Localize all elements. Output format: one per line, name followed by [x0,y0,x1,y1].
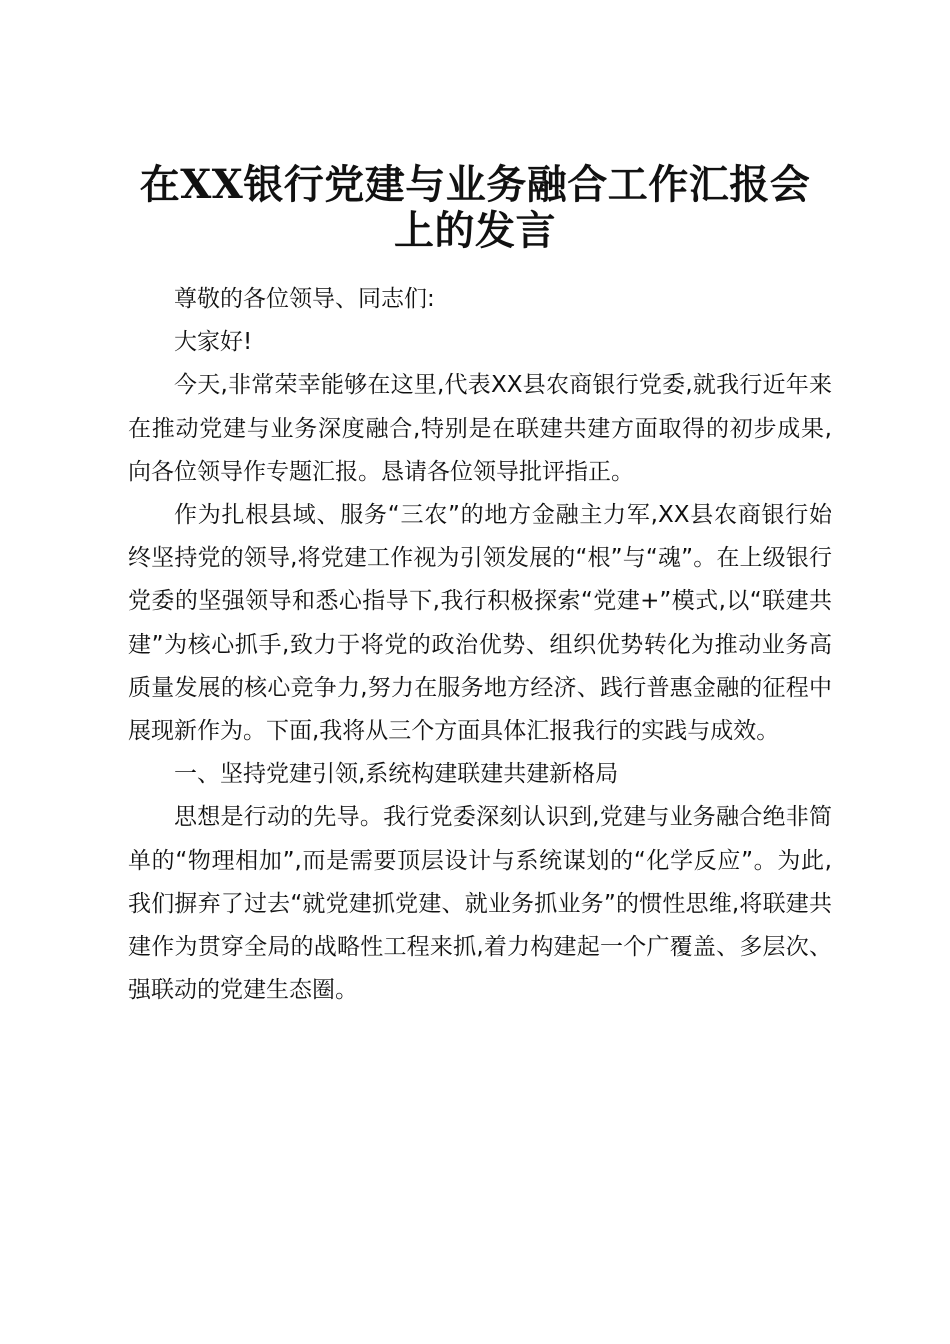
body-paragraph: 思想是行动的先导。我行党委深刻认识到,党建与业务融合绝非简单的“物理相加”,而是需要顶层设计与系统谋划的“化学反应”。为此,我们摒弃了过去“就党建抓党建、就业务抓业务”的惯性思维,将联建共建作为贯穿全局的战略性工程来抓,着力构建起一个广覆盖、多层次、强联动的党建生态圈。 [128,804,832,1004]
salutation: 尊敬的各位领导、同志们: [174,286,435,312]
section-heading: 一、坚持党建引领,系统构建联建共建新格局 [174,761,619,788]
document-body [128,278,832,1012]
document-title: 在XX银行党建与业务融合工作汇报会上的发言 [139,161,811,254]
greeting: 大家好! [174,329,253,356]
body-paragraph: 作为扎根县域、服务“三农”的地方金融主力军,XX县农商银行始终坚持党的领导,将党建工作视为引领发展的“根”与“魂”。在上级银行党委的坚强领导和悉心指导下,我行积极探索“党建+”模式,以“联建共建”为核心抓手,致力于将党的政治优势、组织优势转化为推动业务高质量发展的核心竞争力,努力在服务地方经济、践行普惠金融的征程中展现新作为。下面,我将从三个方面具体汇报我行的实践与成效。 [128,502,832,745]
body-paragraph: 今天,非常荣幸能够在这里,代表XX县农商银行党委,就我行近年来在推动党建与业务深度融合,特别是在联建共建方面取得的初步成果,向各位领导作专题汇报。恳请各位领导批评指正。 [128,372,832,485]
